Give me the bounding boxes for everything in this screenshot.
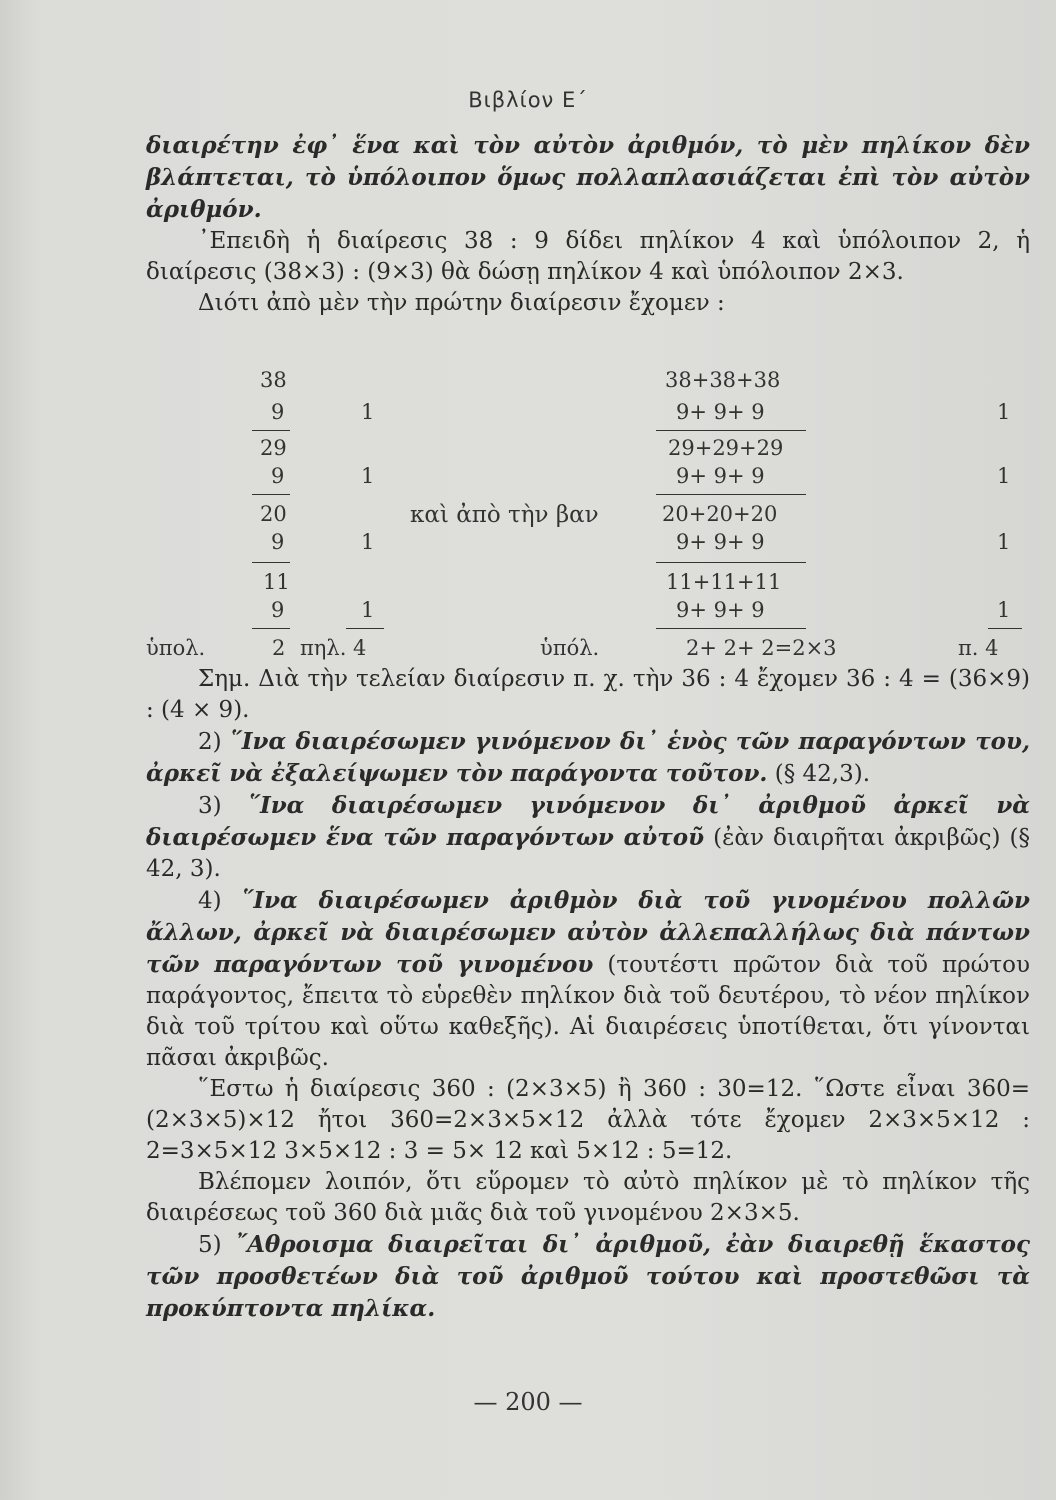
paragraph-first-division-intro: Διότι ἀπὸ μὲν τὴν πρώτην διαίρεσιν ἔχομεν : <box>198 290 725 316</box>
right-expression: 9+ 9+ 9 <box>676 464 765 488</box>
paragraph-rule-4: 4) ῞Ινα διαιρέσωμεν ἀριθμὸν διὰ τοῦ γινομένου πολλῶν ἄλλων, ἀρκεῖ νὰ διαιρέσωμεν αὐτὸν ἀλλεπαλλήλως διὰ πάντων τῶν παραγόντων τοῦ γινομένου (τουτέστι πρῶτον διὰ τοῦ πρώτου παράγοντος, ἔπειτα τὸ εὑρεθὲν πηλίκον διὰ τοῦ δευτέρου, τὸ νέον πηλίκον διὰ τοῦ τρίτου καὶ οὕτω καθεξῆς). Αἱ διαιρέσεις ὑποτίθεται, ὅτι γίνονται πᾶσαι ἀκριβῶς. <box>146 887 1031 1071</box>
paragraph-example: ᾽Επειδὴ ἡ διαίρεσις 38 : 9 δίδει πηλίκον 4 καὶ ὑπόλοιπον 2, ἡ διαίρεσις (38×3) : (9×3) θὰ δώσῃ πηλίκον 4 καὶ ὑπόλοιπον 2×3. <box>146 228 1030 285</box>
rule-line <box>252 430 290 431</box>
right-expression: 11+11+11 <box>666 570 782 594</box>
remainder-value: 2+ 2+ 2=2×3 <box>686 636 837 660</box>
rule-line <box>252 628 290 629</box>
left-number: 11 <box>263 570 290 594</box>
paragraph-rule-3: 3) ῞Ινα διαιρέσωμεν γινόμενον δι᾽ ἀριθμοῦ ἀρκεῖ νὰ διαιρέσωμεν ἕνα τῶν παραγόντων αὐτοῦ (ἐὰν διαιρῆται ἀκριβῶς) (§ 42, 3). <box>146 792 1031 882</box>
page-number: — 200 — <box>473 1388 583 1416</box>
quotient-label: π. 4 <box>958 636 999 660</box>
left-number: 38 <box>260 368 287 392</box>
rule-line <box>346 628 384 629</box>
left-number: 9 <box>271 400 285 424</box>
left-number: 29 <box>260 436 287 460</box>
quotient-label: πηλ. 4 <box>300 636 367 660</box>
rule-line <box>252 494 290 495</box>
left-quotient-digit: 1 <box>361 464 375 488</box>
middle-text: καὶ ἀπὸ τὴν βαν <box>410 502 599 528</box>
left-number: 9 <box>271 598 285 622</box>
paragraph-conclusion: Βλέπομεν λοιπόν, ὅτι εὕρομεν τὸ αὐτὸ πηλίκον μὲ τὸ πηλίκον τῆς διαιρέσεως τοῦ 360 διὰ μιᾶς διὰ τοῦ γινομένου 2×3×5. <box>146 1169 1030 1226</box>
left-quotient-digit: 1 <box>361 598 375 622</box>
left-number: 20 <box>260 502 287 526</box>
remainder-value: 2 <box>272 636 286 660</box>
right-expression: 9+ 9+ 9 <box>676 400 765 424</box>
right-expression: 9+ 9+ 9 <box>676 598 765 622</box>
body-text-bottom <box>146 664 1030 1325</box>
rule-line <box>656 430 806 431</box>
right-quotient-digit: 1 <box>997 598 1011 622</box>
rule-line <box>656 628 806 629</box>
right-expression: 9+ 9+ 9 <box>676 530 765 554</box>
remainder-label: ὑπόλ. <box>540 636 600 660</box>
left-quotient-digit: 1 <box>361 400 375 424</box>
paragraph-example-360: ῞Εστω ἡ διαίρεσις 360 : (2×3×5) ἢ 360 : 30=12. ῞Ωστε εἶναι 360=(2×3×5)×12 ἤτοι 360=2×3×5×12 ἀλλὰ τότε ἔχομεν 2×3×5×12 : 2=3×5×12 3×5×12 : 3 = 5× 12 καὶ 5×12 : 5=12. <box>146 1076 1030 1164</box>
body-text-top <box>146 130 1030 319</box>
right-quotient-digit: 1 <box>997 464 1011 488</box>
rule-line <box>252 562 290 563</box>
remainder-label: ὑπολ. <box>146 636 206 660</box>
left-quotient-digit: 1 <box>361 530 375 554</box>
rule-line <box>656 494 806 495</box>
left-number: 9 <box>271 464 285 488</box>
right-expression: 38+38+38 <box>665 368 781 392</box>
running-header: Βιβλίον Ε΄ <box>468 88 588 112</box>
rule-line <box>656 562 806 563</box>
paragraph-rule-continuation: διαιρέτην ἐφ᾽ ἕνα καὶ τὸν αὐτὸν ἀριθμόν, τὸ μὲν πηλίκον δὲν βλάπτεται, τὸ ὑπόλοιπον ὅμως πολλαπλασιάζεται ἐπὶ τὸν αὐτὸν ἀριθμόν. <box>146 132 1030 223</box>
right-quotient-digit: 1 <box>997 530 1011 554</box>
rule-line <box>988 628 1022 629</box>
paragraph-rule-5: 5) ῎Αθροισμα διαιρεῖται δι᾽ ἀριθμοῦ, ἐὰν διαιρεθῇ ἕκαστος τῶν προσθετέων διὰ τοῦ ἀριθμοῦ τούτου καὶ προστεθῶσι τὰ προκύπτοντα πηλίκα. <box>146 1231 1031 1322</box>
paragraph-note: Σημ. Διὰ τὴν τελείαν διαίρεσιν π. χ. τὴν 36 : 4 ἔχομεν 36 : 4 = (36×9) : (4 × 9). <box>146 666 1030 723</box>
paragraph-rule-2: 2) ῞Ινα διαιρέσωμεν γινόμενον δι᾽ ἑνὸς τῶν παραγόντων του, ἀρκεῖ νὰ ἐξαλείψωμεν τὸν παράγοντα τοῦτον. (§ 42,3). <box>146 728 1030 787</box>
right-quotient-digit: 1 <box>997 400 1011 424</box>
right-expression: 20+20+20 <box>662 502 778 526</box>
right-expression: 29+29+29 <box>668 436 784 460</box>
left-number: 9 <box>271 530 285 554</box>
